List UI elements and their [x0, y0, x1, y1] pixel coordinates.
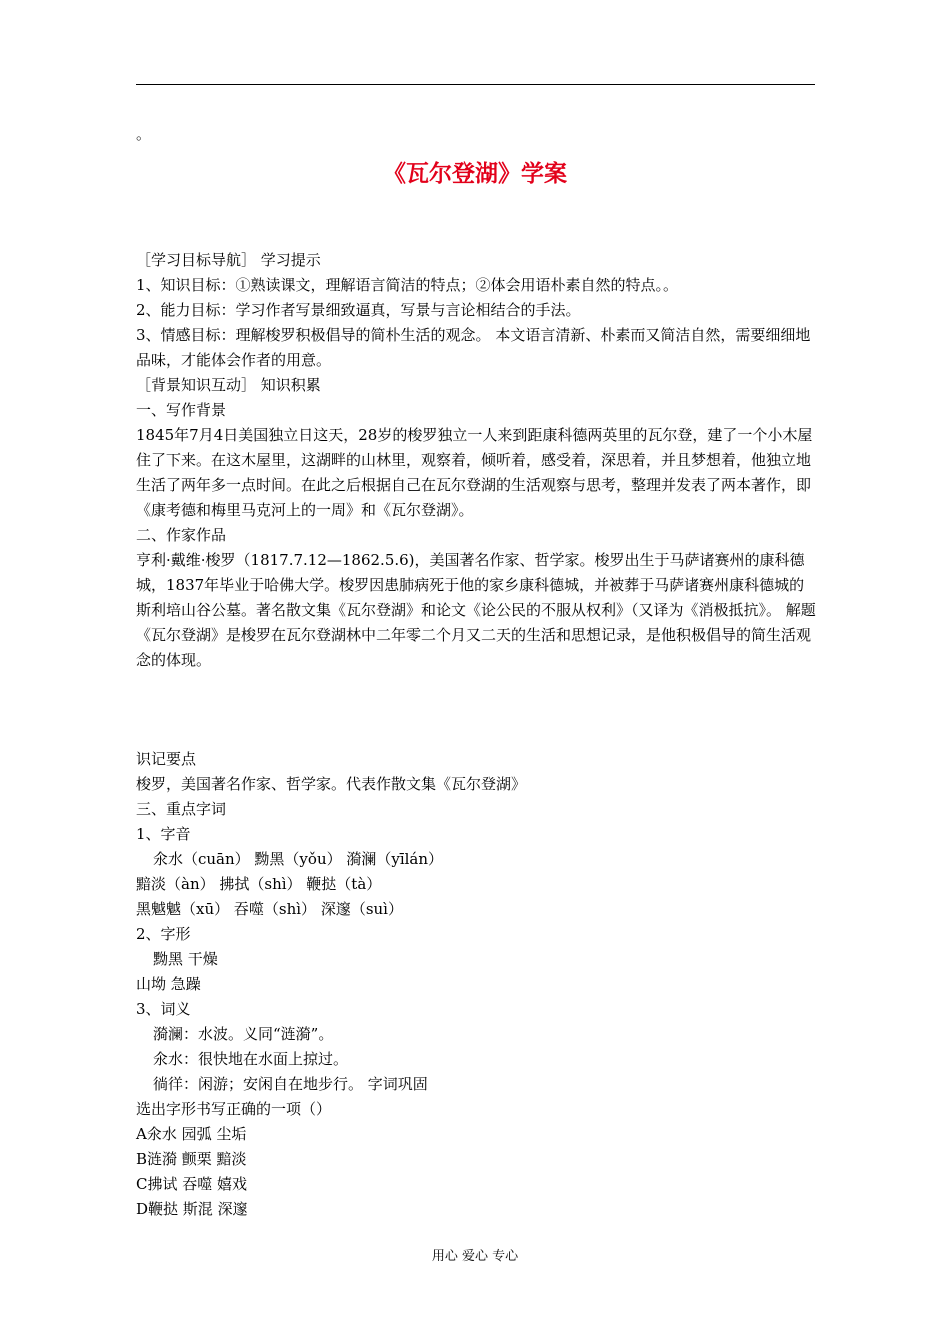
header-mark: 。 [136, 125, 152, 143]
exercise-option-a: A氽水 园弧 尘垢 [136, 1125, 247, 1143]
page-footer: 用心 爱心 专心 [431, 1249, 519, 1264]
exercise-option-b: B涟漪 颤栗 黯淡 [136, 1150, 247, 1168]
glyph-heading: 2、字形 [136, 925, 191, 943]
vocabulary-section [136, 747, 816, 1222]
title-explanation-text: 《瓦尔登湖》是梭罗在瓦尔登湖林中二年零二个月又二天的生活和思想记录，是他积极倡导的简生活观念的体现。 [136, 626, 812, 669]
key-points-text: 梭罗，美国著名作家、哲学家。代表作散文集《瓦尔登湖》 [136, 775, 527, 793]
author-works-text: 亨利·戴维·梭罗（1817.7.12—1862.5.6)，美国著名作家、哲学家。梭罗出生于马萨诸赛州的康科德城，1837年毕业于哈佛大学。梭罗因患肺病死于他的家乡康科德城，并被葬于马萨诸赛州康科德城的斯利培山谷公墓。著名散文集《瓦尔登湖》和论文《论公民的不服从权利》（又译为《消极抵抗》。 解题 [136, 551, 816, 619]
pronunciation-line: 黑魆魆（xū） 吞噬（shì） 深邃（suì） [136, 900, 403, 918]
goal-emotion: 3、情感目标：理解梭罗积极倡导的简朴生活的观念。 本文语言清新、朴素而又简洁自然，需要细细地品味，才能体会作者的用意。 [136, 326, 811, 369]
author-works-heading: 二、作家作品 [136, 526, 227, 544]
study-goals-heading: ［学习目标导航］ 学习提示 [136, 251, 321, 269]
writing-background-text: 1845年7月4日美国独立日这天，28岁的梭罗独立一人来到距康科德两英里的瓦尔登，建了一个小木屋住了下来。在这木屋里，这湖畔的山林里，观察着，倾听着，感受着，深思着，并且梦想着，他独立地生活了两年多一点时间。在此之后根据自己在瓦尔登湖的生活观察与思考，整理并发表了两本著作，即《康考德和梅里马克河上的一周》和《瓦尔登湖》。 [136, 426, 813, 519]
pronunciation-heading: 1、字音 [136, 825, 191, 843]
study-guide-section [136, 248, 816, 673]
key-points-heading: 识记要点 [136, 750, 197, 768]
glyph-line: 黝黑 干燥 [153, 950, 218, 968]
pronunciation-line: 氽水（cuān） 黝黑（yǒu） 漪澜（yīlán） [153, 850, 444, 868]
document-title: 《瓦尔登湖》学案 [383, 161, 567, 187]
meaning-heading: 3、词义 [136, 1000, 191, 1018]
writing-background-heading: 一、写作背景 [136, 401, 227, 419]
glyph-line: 山坳 急躁 [136, 975, 201, 993]
exercise-option-c: C拂试 吞噬 嬉戏 [136, 1175, 248, 1193]
meaning-line: 漪澜：水波。义同“涟漪”。 [153, 1025, 334, 1043]
goal-ability: 2、能力目标：学习作者写景细致逼真，写景与言论相结合的手法。 [136, 301, 581, 319]
exercise-option-d: D鞭挞 斯混 深邃 [136, 1200, 248, 1218]
exercise-question: 选出字形书写正确的一项（） [136, 1100, 332, 1118]
goal-knowledge: 1、知识目标：①熟读课文，理解语言简洁的特点；②体会用语朴素自然的特点。。 [136, 276, 679, 294]
meaning-line: 氽水：很快地在水面上掠过。 [153, 1050, 349, 1068]
background-heading: ［背景知识互动］ 知识积累 [136, 376, 321, 394]
meaning-line: 徜徉：闲游；安闲自在地步行。 字词巩固 [153, 1075, 428, 1093]
key-words-heading: 三、重点字词 [136, 800, 227, 818]
header-rule [136, 84, 815, 85]
pronunciation-line: 黯淡（àn） 拂拭（shì） 鞭挞（tà） [136, 875, 382, 893]
